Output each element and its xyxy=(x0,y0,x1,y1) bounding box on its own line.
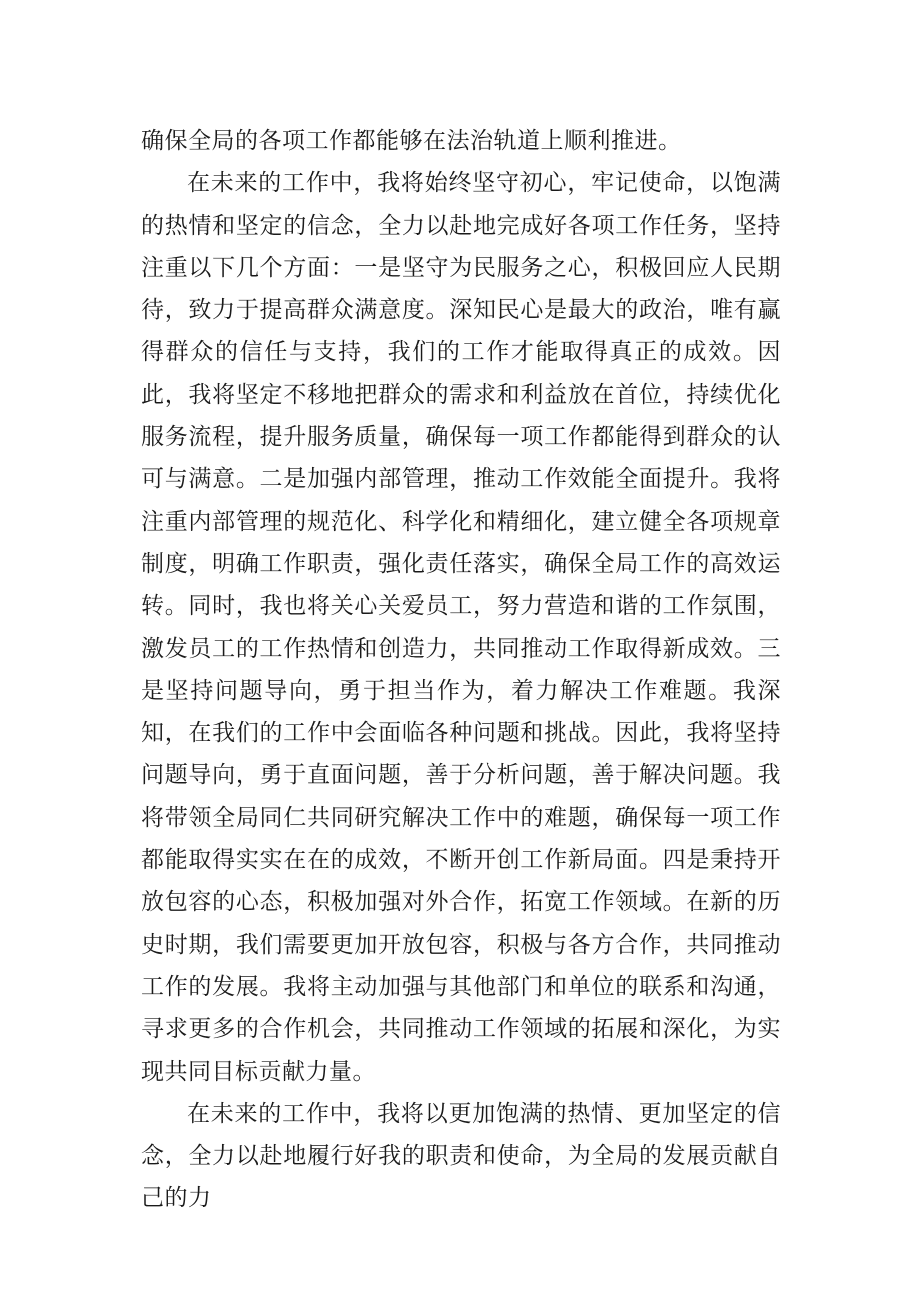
paragraph-closing: 在未来的工作中，我将以更加饱满的热情、更加坚定的信念，全力以赴地履行好我的职责和使命，为全局的发展贡献自己的力 xyxy=(141,1100,781,1212)
paragraph-continuation: 确保全局的各项工作都能够在法治轨道上顺利推进。 xyxy=(141,128,682,154)
document-body xyxy=(141,120,781,1220)
paragraph-future-work: 在未来的工作中，我将始终坚守初心，牢记使命，以饱满的热情和坚定的信念，全力以赴地完成好各项工作任务，坚持注重以下几个方面：一是坚守为民服务之心，积极回应人民期待，致力于提高群众满意度。深知民心是最大的政治，唯有赢得群众的信任与支持，我们的工作才能取得真正的成效。因此，我将坚定不移地把群众的需求和利益放在首位，持续优化服务流程，提升服务质量，确保每一项工作都能得到群众的认可与满意。二是加强内部管理，推动工作效能全面提升。我将注重内部管理的规范化、科学化和精细化，建立健全各项规章制度，明确工作职责，强化责任落实，确保全局工作的高效运转。同时，我也将关心关爱员工，努力营造和谐的工作氛围，激发员工的工作热情和创造力，共同推动工作取得新成效。三是坚持问题导向，勇于担当作为，着力解决工作难题。我深知，在我们的工作中会面临各种问题和挑战。因此，我将坚持问题导向，勇于直面问题，善于分析问题，善于解决问题。我将带领全局同仁共同研究解决工作中的难题，确保每一项工作都能取得实实在在的成效，不断开创工作新局面。四是秉持开放包容的心态，积极加强对外合作，拓宽工作领域。在新的历史时期，我们需要更加开放包容，积极与各方合作，共同推动工作的发展。我将主动加强与其他部门和单位的联系和沟通，寻求更多的合作机会，共同推动工作领域的拓展和深化，为实现共同目标贡献力量。 xyxy=(141,170,781,1085)
